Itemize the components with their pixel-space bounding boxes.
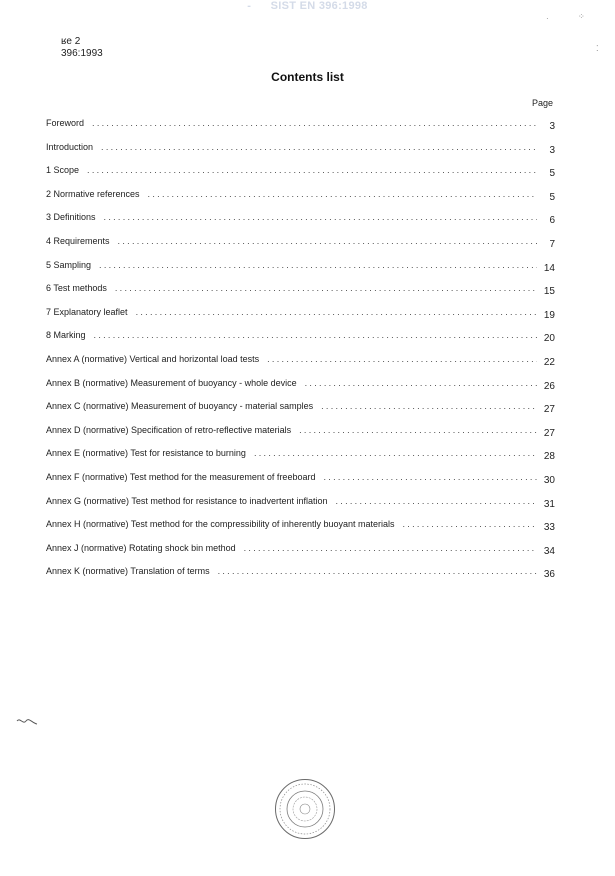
toc-dot-leader — [118, 236, 537, 246]
toc-entry-page: 27 — [543, 427, 555, 439]
toc-dot-leader — [305, 378, 537, 388]
toc-entry-title: 6 Test methods — [46, 283, 107, 294]
toc-entry-page: 3 — [549, 121, 555, 132]
toc-dot-leader — [101, 142, 537, 152]
toc-dot-leader — [136, 307, 537, 317]
watermark-text: SIST EN 396:1998 — [270, 0, 368, 12]
toc-entry[interactable] — [46, 425, 555, 449]
toc-entry-title: Annex C (normative) Measurement of buoyancy - material samples — [46, 401, 314, 412]
page-number-label: ʁe 2 — [61, 36, 81, 47]
toc-entry-page: 3 — [549, 144, 555, 156]
toc-entry[interactable] — [46, 330, 555, 354]
toc-dot-leader — [148, 189, 537, 199]
toc-entry-title: 7 Explanatory leaflet — [46, 306, 128, 317]
toc-entry-title: Annex K (normative) Translation of terms — [46, 566, 210, 577]
toc-entry-title: 8 Marking — [46, 330, 86, 341]
toc-entry[interactable] — [46, 189, 555, 213]
toc-entry-title: Annex J (normative) Rotating shock bin method — [46, 542, 236, 553]
toc-dot-leader — [99, 260, 537, 270]
toc-entry-title: Annex G (normative) Test method for resistance to inadvertent inflation — [46, 495, 328, 506]
toc-entry-title: Annex E (normative) Test for resistance to burning — [46, 448, 246, 459]
toc-dot-leader — [321, 401, 537, 411]
standard-number: 396:1993 — [61, 48, 103, 59]
toc-entry[interactable] — [46, 543, 555, 567]
toc-dot-leader — [267, 354, 537, 364]
toc-entry-page: 6 — [549, 215, 555, 227]
contents-title: Contents list — [271, 70, 344, 84]
toc-entry-page: 5 — [549, 168, 555, 180]
scan-speck-icon: · — [546, 14, 549, 23]
toc-entry-title: Annex B (normative) Measurement of buoyancy - whole device — [46, 377, 297, 388]
toc-entry[interactable] — [46, 378, 555, 402]
toc-entry[interactable] — [46, 307, 555, 331]
toc-entry-page: 28 — [543, 451, 555, 463]
toc-entry-title: Annex F (normative) Test method for the measurement of freeboard — [46, 471, 316, 482]
toc-dot-leader — [87, 165, 537, 175]
toc-entry-page: 19 — [543, 309, 555, 321]
toc-entry[interactable] — [46, 448, 555, 472]
toc-entry[interactable] — [46, 519, 555, 543]
pen-mark-icon — [16, 716, 38, 728]
toc-dot-leader — [104, 212, 537, 222]
toc-entry-page: 36 — [543, 569, 555, 581]
toc-entry-title: 5 Sampling — [46, 259, 92, 270]
toc-entry-page: 5 — [549, 191, 555, 203]
toc-dot-leader — [254, 448, 537, 458]
toc-entry-title: 4 Requirements — [46, 235, 110, 246]
toc-entry[interactable] — [46, 142, 555, 166]
toc-entry[interactable] — [46, 236, 555, 260]
toc-entry-page: 34 — [543, 545, 555, 557]
toc-dot-leader — [335, 496, 537, 506]
toc-dot-leader — [403, 519, 538, 529]
toc-entry-title: Foreword — [46, 118, 85, 128]
toc-dot-leader — [323, 472, 537, 482]
toc-entry-page: 30 — [543, 474, 555, 486]
scan-speck-icon: ⁚ — [596, 44, 599, 53]
toc-dot-leader — [92, 118, 537, 128]
seal-icon — [274, 778, 336, 840]
toc-entry[interactable] — [46, 260, 555, 284]
toc-entry[interactable] — [46, 212, 555, 236]
scan-speck-icon: ⁘ — [578, 12, 585, 21]
toc-entry-title: 1 Scope — [46, 165, 80, 176]
toc-dot-leader — [244, 543, 537, 553]
toc-entry-title: Introduction — [46, 141, 94, 152]
toc-entry-page: 27 — [543, 404, 555, 416]
toc-entry[interactable] — [46, 401, 555, 425]
toc-dot-leader — [218, 566, 537, 576]
toc-entry-title: 3 Definitions — [46, 212, 96, 223]
toc-entry-page: 22 — [543, 356, 555, 368]
toc-entry-page: 31 — [543, 498, 555, 510]
toc-entry[interactable] — [46, 118, 555, 142]
toc-entry[interactable] — [46, 496, 555, 520]
toc-entry-page: 26 — [543, 380, 555, 392]
toc-entry[interactable] — [46, 472, 555, 496]
toc-entry-title: Annex H (normative) Test method for the compressibility of inherently buoyant materials — [46, 519, 395, 530]
toc-dot-leader — [299, 425, 537, 435]
toc-entry-title: Annex D (normative) Specification of retro-reflective materials — [46, 424, 292, 435]
toc-entry-title: 2 Normative references — [46, 188, 140, 199]
watermark — [0, 0, 615, 12]
watermark-dash: - — [247, 0, 252, 12]
page-header — [61, 36, 103, 60]
toc-dot-leader — [115, 283, 537, 293]
toc-entry[interactable] — [46, 354, 555, 378]
table-of-contents — [46, 118, 555, 590]
toc-entry-page: 15 — [543, 286, 555, 298]
toc-dot-leader — [94, 330, 537, 340]
toc-entry-page: 7 — [549, 238, 555, 250]
toc-entry-page: 33 — [543, 522, 555, 534]
toc-entry[interactable] — [46, 566, 555, 590]
page-column-label: Page — [532, 98, 554, 108]
toc-entry[interactable] — [46, 283, 555, 307]
toc-entry-page: 14 — [543, 262, 555, 274]
toc-entry[interactable] — [46, 165, 555, 189]
toc-entry-title: Annex A (normative) Vertical and horizontal load tests — [46, 353, 260, 364]
toc-entry-page: 20 — [543, 333, 555, 345]
